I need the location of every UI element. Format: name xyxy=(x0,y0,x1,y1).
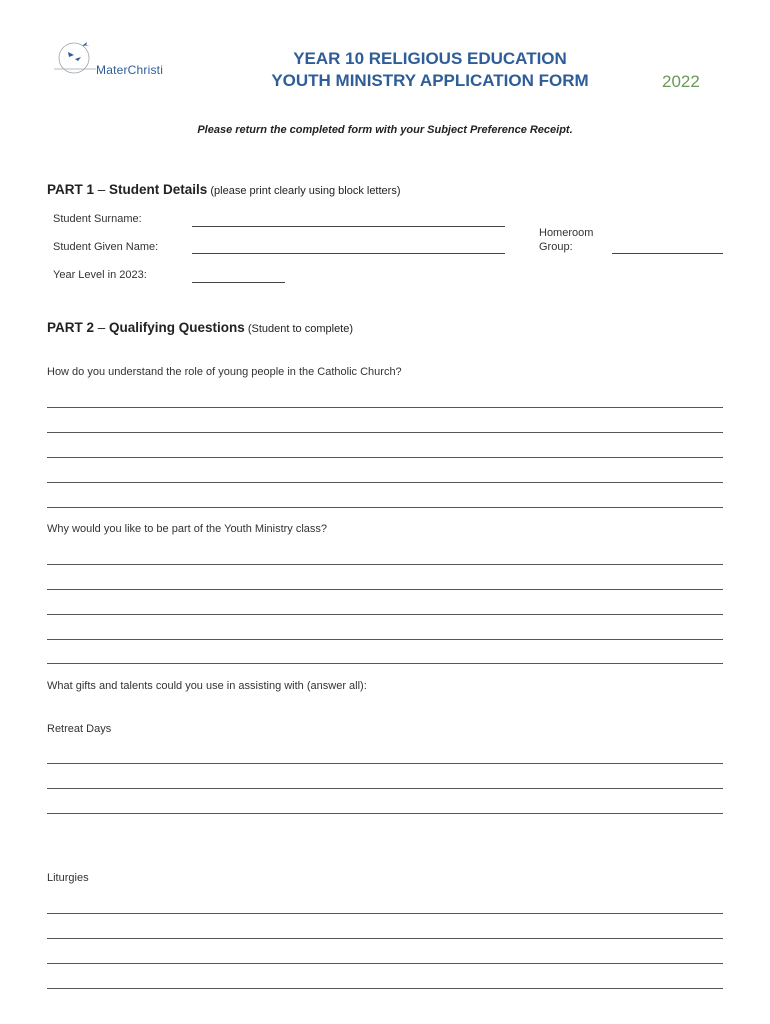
part1-label: PART 1 xyxy=(47,182,95,197)
question-3: What gifts and talents could you use in assisting with (answer all): xyxy=(47,680,367,692)
question-2: Why would you like to be part of the Youth Ministry class? xyxy=(47,523,328,535)
part2-note: (Student to complete) xyxy=(244,323,354,335)
q2-answer-line[interactable] xyxy=(47,589,723,590)
part1-dash: – xyxy=(94,182,110,197)
retreat-answer-line[interactable] xyxy=(47,813,723,814)
q1-answer-line[interactable] xyxy=(47,482,723,483)
q1-answer-line[interactable] xyxy=(47,507,723,508)
part2-title: Qualifying Questions xyxy=(109,320,245,335)
year-level-field[interactable] xyxy=(192,282,285,283)
retreat-days-label: Retreat Days xyxy=(47,723,112,735)
homeroom-field[interactable] xyxy=(612,253,723,254)
dove-icon-2 xyxy=(68,52,74,57)
surname-field[interactable] xyxy=(192,226,505,227)
q1-answer-line[interactable] xyxy=(47,407,723,408)
liturgies-answer-line[interactable] xyxy=(47,913,723,914)
retreat-answer-line[interactable] xyxy=(47,763,723,764)
instruction-note: Please return the completed form with your Subject Preference Receipt. xyxy=(197,124,573,136)
q2-answer-line[interactable] xyxy=(47,564,723,565)
year-level-label: Year Level in 2023: xyxy=(53,269,147,281)
part1-heading xyxy=(47,182,401,197)
liturgies-answer-line[interactable] xyxy=(47,988,723,989)
retreat-answer-line[interactable] xyxy=(47,788,723,789)
part2-label: PART 2 xyxy=(47,320,95,335)
liturgies-label: Liturgies xyxy=(47,872,89,884)
q2-answer-line[interactable] xyxy=(47,639,723,640)
part2-heading xyxy=(47,320,353,335)
form-year: 2022 xyxy=(662,72,700,91)
part1-note: (please print clearly using block letters) xyxy=(207,185,401,197)
part1-title: Student Details xyxy=(109,182,208,197)
homeroom-label-line2: Group: xyxy=(539,241,573,253)
logo-text: MaterChristi xyxy=(96,63,164,77)
form-title-line1: YEAR 10 RELIGIOUS EDUCATION xyxy=(293,49,567,68)
given-name-label: Student Given Name: xyxy=(53,241,159,253)
q2-answer-line[interactable] xyxy=(47,614,723,615)
q1-answer-line[interactable] xyxy=(47,432,723,433)
homeroom-label-line1: Homeroom xyxy=(539,227,594,239)
part2-dash: – xyxy=(94,320,110,335)
q1-answer-line[interactable] xyxy=(47,457,723,458)
question-1: How do you understand the role of young people in the Catholic Church? xyxy=(47,366,402,378)
liturgies-answer-line[interactable] xyxy=(47,963,723,964)
given-name-field[interactable] xyxy=(192,253,505,254)
q2-answer-line[interactable] xyxy=(47,663,723,664)
dove-icon xyxy=(82,42,90,46)
form-title-line2: YOUTH MINISTRY APPLICATION FORM xyxy=(271,71,589,90)
dove-icon-3 xyxy=(75,57,81,61)
liturgies-answer-line[interactable] xyxy=(47,938,723,939)
surname-label: Student Surname: xyxy=(53,213,142,225)
